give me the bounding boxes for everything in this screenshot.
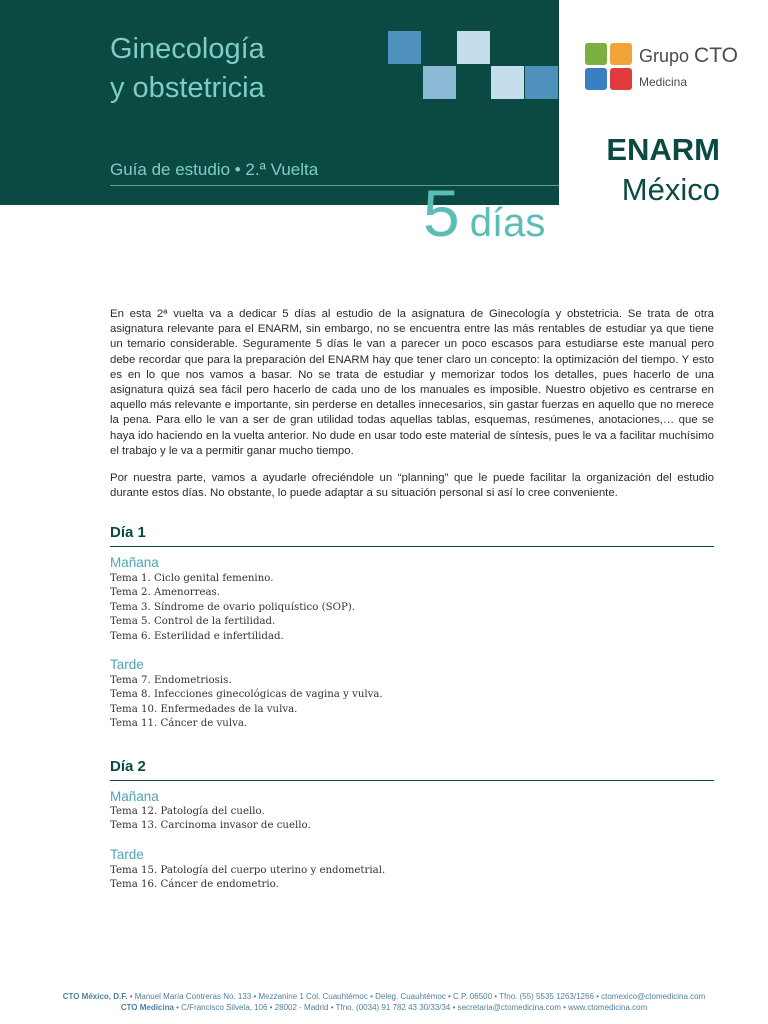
day-2-title: Día 2 (110, 758, 146, 775)
brand-grupo: Grupo (639, 46, 690, 66)
day-1-divider (110, 546, 714, 547)
deco-square (491, 66, 524, 99)
topic-item: Tema 5. Control de la fertilidad. (110, 616, 276, 628)
cto-logo-icon (585, 43, 632, 90)
day-1-morning-label: Mañana (110, 555, 159, 570)
footer-address-madrid: • C/Francisco Silvela, 106 • 28002 - Madrid • Tfno. (0034) 91 782 43 30/33/34 • secretaria@ctomedicina.com • www.ctomedicina.com (173, 1003, 648, 1012)
day-1-afternoon-label: Tarde (110, 657, 144, 672)
footer-line-1 (0, 992, 768, 1001)
day-2-afternoon-label: Tarde (110, 847, 144, 862)
brand-name (639, 44, 738, 68)
topic-item: Tema 1. Ciclo genital femenino. (110, 573, 274, 584)
subtitle: Guía de estudio • 2.ª Vuelta (110, 160, 319, 179)
topic-item: Tema 15. Patología del cuerpo uterino y endometrial. (110, 865, 386, 876)
country-name: México (621, 172, 720, 207)
topic-item: Tema 3. Síndrome de ovario poliquístico (SOP). (110, 601, 356, 613)
footer-office-mexico: CTO México, D.F. (62, 992, 128, 1001)
day-2-divider (110, 780, 714, 781)
topic-item: Tema 10. Enfermedades de la vulva. (110, 703, 298, 715)
document-title (110, 30, 265, 108)
day-1-afternoon-topics (110, 674, 383, 732)
header-banner (0, 0, 559, 205)
topic-item: Tema 7. Endometriosis. (110, 675, 232, 686)
logo-square-green (585, 43, 607, 65)
deco-square (388, 31, 421, 64)
intro-paragraph-2: Por nuestra parte, vamos a ayudarle ofreciéndole un “planning” que le puede facilitar la organización del estudio durante estos días. No obstante, lo puede adaptar a su situación personal si así lo cree conveniente. (110, 472, 714, 500)
title-line-1: Ginecología (110, 33, 265, 65)
footer-line-2 (0, 1003, 768, 1012)
topic-item: Tema 12. Patología del cuello. (110, 806, 265, 817)
deco-square (457, 31, 490, 64)
intro-text (110, 307, 714, 513)
day-1-morning-topics (110, 572, 355, 644)
deco-square (525, 66, 558, 99)
day-2-morning-label: Mañana (110, 789, 159, 804)
brand-cto: CTO (694, 44, 738, 67)
days-count (423, 178, 545, 258)
brand-sub: Medicina (639, 75, 688, 89)
title-line-2: y obstetricia (110, 72, 265, 104)
logo-square-orange (610, 43, 632, 65)
day-2-morning-topics (110, 805, 311, 834)
topic-item: Tema 13. Carcinoma invasor de cuello. (110, 820, 311, 832)
deco-square (421, 31, 454, 64)
topic-item: Tema 16. Cáncer de endometrio. (110, 879, 279, 891)
footer-office-madrid: CTO Medicina (120, 1003, 174, 1012)
day-2-afternoon-topics (110, 864, 385, 893)
deco-square (423, 66, 456, 99)
logo-square-red (610, 68, 632, 90)
topic-item: Tema 11. Cáncer de vulva. (110, 718, 248, 730)
topic-item: Tema 8. Infecciones ginecológicas de vagina y vulva. (110, 689, 383, 701)
footer-address-mexico: • Manuel María Contreras No. 133 • Mezzanine 1 Col. Cuauhtémoc • Deleg. Cuauhtémoc • C.P. 06500 • Tfno. (55) 5535 1263/1266 • ctomexico@ctomedicina.com (127, 992, 706, 1001)
day-1-title: Día 1 (110, 524, 146, 541)
days-word: días (469, 201, 546, 245)
topic-item: Tema 6. Esterilidad e infertilidad. (110, 630, 284, 642)
logo-square-blue (585, 68, 607, 90)
intro-paragraph-1: En esta 2ª vuelta va a dedicar 5 días al estudio de la asignatura de Ginecología y obstetricia. Se trata de otra asignatura relevante para el ENARM, sin embargo, no se encuentra entre las más rentables de estudiar ya que tiene un temario considerable. Seguramente 5 días le van a parecer un poco escasos para estudiarse este manual pero debe recordar que para la preparación del ENARM hay que tener claro un concepto: la optimización del tiempo. Y esto es en lo que nos vamos a basar. No se trata de estudiar y memorizar todos los detalles, pues hacerlo de una asignatura quizá sea fácil pero hacerlo de cada uno de los manuales es imposible. Nuestro objetivo es centrarse en aquello más relevante e importante, sin perderse en detalles innecesarios, sin gastar fuerzas en aquello que no merece la pena. Para ello le van a ser de gran utilidad todas aquellas tablas, esquemas, resúmenes, anotaciones,… que se haya ido haciendo en la vuelta anterior. No dude en usar todo este material de síntesis, pues le va a facilitar muchísimo el trabajo y le va a permitir ganar mucho tiempo. (110, 308, 714, 457)
days-number: 5 (423, 176, 460, 250)
exam-name: ENARM (606, 132, 720, 167)
topic-item: Tema 2. Amenorreas. (110, 587, 221, 599)
